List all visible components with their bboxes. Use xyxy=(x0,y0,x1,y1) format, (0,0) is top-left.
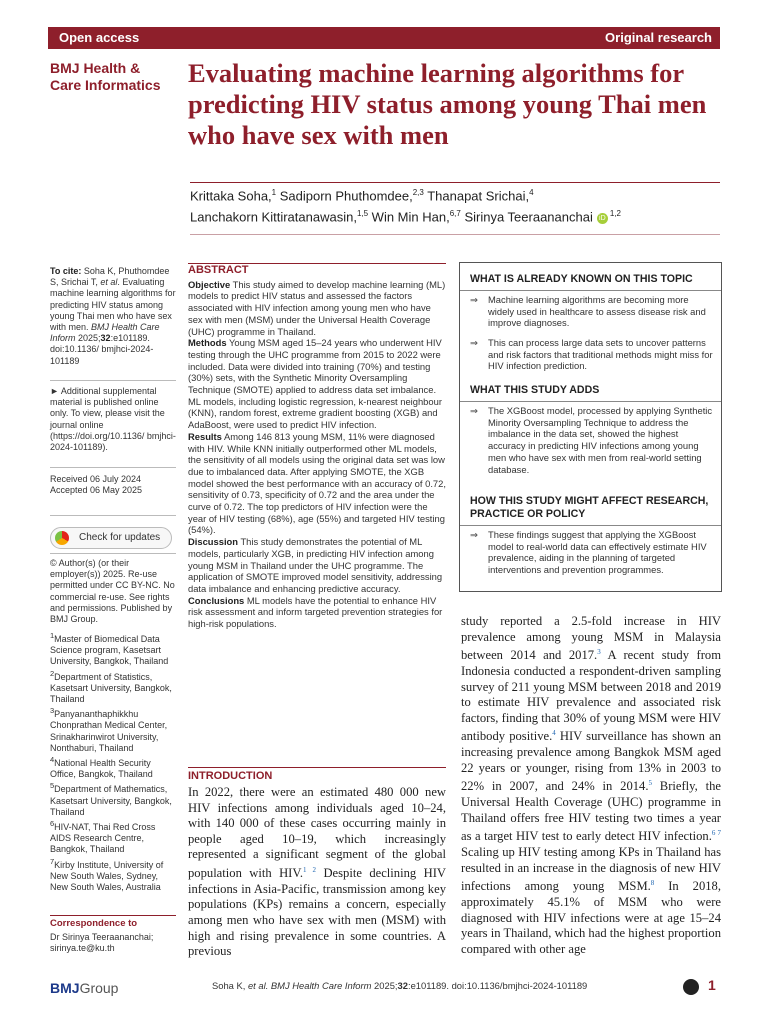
accepted-date: Accepted 06 May 2025 xyxy=(50,485,143,496)
box-divider xyxy=(460,401,721,402)
check-for-updates-button[interactable]: Check for updates xyxy=(50,527,172,549)
open-access-label: Open access xyxy=(59,30,140,45)
arrow-icon: ⇒ xyxy=(470,529,478,540)
title-divider xyxy=(190,182,720,183)
author-name[interactable]: Lanchakorn Kittiratanawasin, xyxy=(190,209,357,225)
journal-name[interactable]: BMJ Health & Care Informatics xyxy=(50,60,161,93)
affiliations xyxy=(50,630,178,893)
introduction-heading: INTRODUCTION xyxy=(188,770,273,782)
box-divider xyxy=(460,290,721,291)
reference-link[interactable]: 4 xyxy=(552,729,556,738)
author-name[interactable]: Sadiporn Phuthomdee, xyxy=(276,188,413,204)
correspondence-block xyxy=(50,932,178,954)
known-item: ⇒ This can process large data sets to uncover patterns and risk factors that traditional methods might miss for HIV infection prediction. xyxy=(470,337,713,372)
abstract-methods: Methods Young MSM aged 15–24 years who underwent HIV testing through the UHC programme from 2015 to 2022 were included. Data were divided into training (70%) and testing (30%) sets, with the Synthetic Minority Oversampling Technique (SMOTE) applied to address data set imbalance. ML models, including logistic regression, k-nearest neighbour (KNN), random forest, extreme gradient boosting (XGB) and AdaBoost, were used to predict HIV infection. xyxy=(188,337,442,431)
received-date: Received 06 July 2024 xyxy=(50,474,142,484)
author-name[interactable]: Win Min Han, xyxy=(368,209,450,225)
sidebar-divider xyxy=(50,515,176,516)
abstract-results: Results Among 146 813 young MSM, 11% were diagnosed with HIV. While KNN initially outperformed other ML models, the sensitivity of all models using the original data set was low due to imbalanced data. After applying SMOTE, the XGB model showed the best performance with an accuracy of 0.72, sensitivity of 0.73, specificity of 0.72 and the area under the curve of 0.72. The top predictors of HIV infection were the year of HIV testing (68%), age (55%) and targeted HIV testing (54%). xyxy=(188,430,446,536)
sidebar-divider xyxy=(50,553,176,554)
abstract-discussion: Discussion This study demonstrates the potential of ML models, particularly XGB, in predicting HIV infection among young MSM in Thailand under the UHC programme. The application of SMOTE improved model sensitivity, addressing data imbalance and enhancing predictive accuracy. xyxy=(188,536,443,594)
article-title: Evaluating machine learning algorithms for predicting HIV status among young Thai men who have sex with men xyxy=(188,58,707,150)
dates-block xyxy=(50,474,178,496)
intro-divider xyxy=(188,767,446,768)
affiliation-item: $^6$HIV-NAT, Thai Red Cross AIDS Research Centre, Bangkok, Thailand xyxy=(50,819,156,855)
affiliation-item: $^2$Department of Statistics, Kasetsart University, Bangkok, Thailand xyxy=(50,668,172,705)
arrow-icon: ⇒ xyxy=(470,405,478,416)
correspondence-email[interactable]: sirinya.te@ku.th xyxy=(50,943,115,954)
author-list xyxy=(190,184,720,227)
sidebar-divider xyxy=(50,380,176,381)
arrow-icon: ⇒ xyxy=(470,337,478,348)
supplemental-note[interactable]: ► Additional supplemental material is published online only. To view, please visit the journal online (https://doi.org/10.1136/ bmjhci-2024-101189). xyxy=(50,386,176,453)
abstract-conclusions: Conclusions ML models have the potential to enhance HIV risk assessment and inform targeted prevention strategies for high-risk populations. xyxy=(188,594,443,630)
known-item: ⇒ Machine learning algorithms are becoming more widely used in healthcare to assess disease risk and improve diagnoses. xyxy=(470,294,706,329)
affiliation-item: $^5$Department of Mathematics, Kasetsart University, Bangkok, Thailand xyxy=(50,781,172,817)
author-line-2: Lanchakorn Kittiratanawasin,$^{1,5}$ Win Min Han,$^{6,7}$ Sirinya Teeraananchai iD $^{1,2}$ xyxy=(190,209,621,225)
author-divider xyxy=(190,234,720,235)
creative-commons-icon xyxy=(683,979,699,995)
affiliation-item: $^1$Master of Biomedical Data Science program, Kasetsart University, Bangkok, Thailand xyxy=(50,631,169,667)
reference-link[interactable]: 1 2 xyxy=(303,865,317,874)
copyright-note: © Author(s) (or their employer(s)) 2025. Re-use permitted under CC BY-NC. No commercial re-use. See rights and permissions. Published by BMJ Group. xyxy=(50,558,175,625)
author-name[interactable]: Sirinya Teeraananchai xyxy=(460,209,593,225)
author-name[interactable]: Krittaka Soha, xyxy=(190,188,272,204)
citation-block: To cite: Soha K, Phuthomdee S, Srichai T, et al. Evaluating machine learning algorithms for predicting HIV status among young Thai men who have sex with men. BMJ Health Care Inform 2025;32:e101189. doi:10.1136/ bmjhci-2024-101189 xyxy=(50,266,176,366)
correspondence-name: Dr Sirinya Teeraananchai; xyxy=(50,932,154,942)
affiliation-item: $^4$National Health Security Office, Bangkok, Thailand xyxy=(50,755,153,780)
affect-item: ⇒ These findings suggest that applying the XGBoost model to real-world data can effectively estimate HIV prevalence, aiding in the planning of targeted interventions and prevention programmes. xyxy=(470,529,707,576)
footer-citation: Soha K, et al. BMJ Health Care Inform 2025;32:e101189. doi:10.1136/bmjhci-2024-101189 xyxy=(212,980,588,991)
reference-link[interactable]: 8 xyxy=(650,879,655,888)
body-paragraph: study reported a 2.5-fold increase in HIV prevalence among young MSM in Malaysia between 2014 and 2017.$^3$ A recent study from Indonesia conducted a respondent-driven sampling survey of 211 young MSM between 2018 and 2019 to estimate HIV prevalence and associated risk factors, finding that 30% of young MSM were HIV antibody positive.$^4$ HIV surveillance has shown an increasing prevalence among Bangkok MSM aged 22 years or younger, rising from 13% in 2003 to 22% in 2007, and 24% in 2014.$^5$ Briefly, the Universal Health Coverage (UHC) programme in Thailand offers free HIV testing two times a year as a target HIV test to early detect HIV infection.$^{6 7}$ Scaling up HIV testing among KPs in Thailand has resulted in an increase in the diagnosis of new HIV infections among young MSM.$^8$ In 2018, approximately 45.1% of MSM who were diagnosed with HIV infections were at age 15–24 years in Thailand, which had the highest proportion compared with other age xyxy=(461,614,722,956)
author-line-1: Krittaka Soha,$^1$ Sadiporn Phuthomdee,$^{2,3}$ Thanapat Srichai,$^4$ xyxy=(190,188,534,204)
check-updates-icon xyxy=(55,531,69,545)
abstract-heading: ABSTRACT xyxy=(188,264,249,276)
abstract xyxy=(188,265,446,630)
author-name[interactable]: Thanapat Srichai, xyxy=(423,188,530,204)
adds-item: ⇒ The XGBoost model, processed by applying Synthetic Minority Oversampling Technique to address the imbalance in the data set, showed the highest accuracy in predicting HIV infections among young men who have sex with men from real-world setting database. xyxy=(470,405,713,475)
article-type-label: Original research xyxy=(605,30,712,45)
box-divider xyxy=(460,525,721,526)
top-banner xyxy=(48,27,720,49)
reference-link[interactable]: 3 xyxy=(597,648,601,657)
arrow-icon: ⇒ xyxy=(470,294,478,305)
page-number: 1 xyxy=(708,977,716,993)
sidebar-divider xyxy=(50,467,176,468)
correspondence-heading: Correspondence to xyxy=(50,918,138,929)
affect-heading: HOW THIS STUDY MIGHT AFFECT RESEARCH, PRACTICE OR POLICY xyxy=(470,495,709,520)
bmj-group-logo: BMJGroup xyxy=(50,980,119,996)
reference-link[interactable]: 6 7 xyxy=(711,829,721,838)
introduction-paragraph: In 2022, there were an estimated 480 000 new HIV infections among individuals aged 10–24, with 140 000 of these cases occurring mainly in people aged 10–19, which increasingly represented a significant segment of the global population with HIV.$^{1 2}$ Despite declining HIV infections in Asia-Pacific, transmission among key populations (KPs) remains a concern, especially among men who have sex with men (MSM) with high and rising prevalence in some countries. A previous xyxy=(188,785,446,959)
correspondence-divider xyxy=(50,915,176,916)
adds-heading: WHAT THIS STUDY ADDS xyxy=(470,384,600,396)
abstract-objective: Objective This study aimed to develop machine learning (ML) models to predict HIV status and assessed the factors associated with HIV infection among young men who have sex with men (MSM) under the Universal Health Coverage (UHC) programme in Thailand. xyxy=(188,278,446,337)
orcid-icon[interactable]: iD xyxy=(597,213,608,224)
known-heading: WHAT IS ALREADY KNOWN ON THIS TOPIC xyxy=(470,273,693,285)
affiliation-item: $^7$Kirby Institute, University of New South Wales, Sydney, New South Wales, Australia xyxy=(50,856,164,893)
key-messages-box xyxy=(459,262,722,592)
affiliation-item: $^3$Panyananthaphikkhu Chonprathan Medical Center, Srinakharinwirot University, Nonthaburi, Thailand xyxy=(50,706,168,753)
reference-link[interactable]: 5 xyxy=(648,779,652,788)
